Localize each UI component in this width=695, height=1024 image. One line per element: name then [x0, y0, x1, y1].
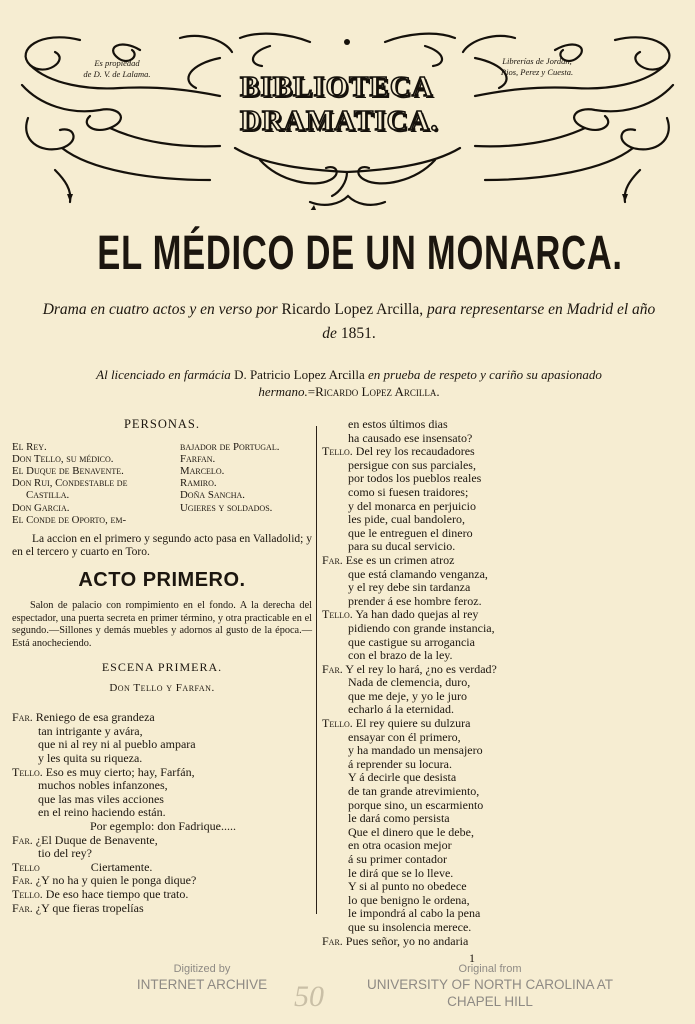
- verse-text: que ni al rey ni al pueblo ampara: [38, 737, 196, 752]
- verse-text: Y el rey lo hará, ¿no es verdad?: [345, 661, 497, 676]
- cast-entry: Doña Sancha.: [180, 489, 245, 502]
- verse-text: Que el dinero que le debe,: [348, 824, 474, 839]
- verse-line: [322, 935, 622, 949]
- verse-text: que su insolencia merece.: [348, 919, 472, 934]
- verse-line: [12, 711, 312, 725]
- verse-line: [12, 752, 312, 766]
- booksellers-line: Rios, Perez y Cuesta.: [500, 67, 574, 77]
- pencil-mark: 50: [294, 980, 324, 1013]
- verse-text: y del monarca en perjuicio: [348, 498, 476, 513]
- verse-text: Eso es muy cierto; hay, Farfán,: [45, 764, 195, 779]
- speaker-name: Far.: [322, 661, 343, 676]
- dedication-part: Al licenciado en farmácia: [96, 367, 235, 382]
- verse-line: [322, 459, 622, 473]
- verse-line: [322, 703, 622, 717]
- verse-text: y ha mandado un mensajero: [348, 743, 483, 758]
- verse-text: Reniego de esa grandeza: [35, 710, 155, 725]
- booksellers-line: Librerías de Jordan,: [502, 56, 572, 66]
- verse-text: con el brazo de la ley.: [348, 648, 453, 663]
- dialogue-left: [12, 711, 312, 915]
- verse-text: tan intrigante y avára,: [38, 723, 143, 738]
- verse-text: Del rey los recaudadores: [355, 444, 475, 459]
- verse-text: Y á decirle que desista: [348, 770, 457, 785]
- verse-line: [12, 902, 312, 916]
- verse-line: [322, 568, 622, 582]
- verse-text: de tan grande atrevimiento,: [348, 784, 480, 799]
- cast-entry: El Conde de Oporto, em-: [12, 513, 127, 526]
- verse-line: [322, 785, 622, 799]
- footer-label: Original from: [458, 963, 522, 975]
- subtitle: [34, 298, 664, 346]
- verse-line: [12, 779, 312, 793]
- verse-line: [322, 731, 622, 745]
- speaker-name: Tello.: [12, 886, 43, 901]
- verse-line: [322, 636, 622, 650]
- speaker-name: Tello.: [322, 607, 353, 622]
- verse-text: Nada de clemencia, duro,: [348, 675, 471, 690]
- footer-org: INTERNET ARCHIVE: [136, 977, 268, 992]
- verse-line: [12, 861, 312, 875]
- verse-line: [322, 894, 622, 908]
- speaker-name: Tello.: [322, 444, 353, 459]
- verse-text: en estos últimos dias: [348, 417, 448, 431]
- verse-text: ¿El Duque de Benavente,: [35, 832, 158, 847]
- verse-text: Ese es un crimen atroz: [345, 552, 455, 567]
- cast-entry: Farfan.: [180, 452, 216, 465]
- speaker-name: Far.: [12, 900, 33, 915]
- dedicatee-name: D. Patricio Lopez Arcilla: [234, 367, 365, 382]
- subtitle-part: para representarse en Madrid el año de: [322, 301, 656, 342]
- speaker-name: Far.: [322, 933, 343, 948]
- verse-line: [322, 826, 622, 840]
- verse-text: le dirá que se lo lleve.: [348, 865, 454, 880]
- verse-line: [322, 540, 622, 554]
- cast-entry: Castilla.: [26, 489, 70, 502]
- verse-line: [322, 771, 622, 785]
- dedication-part: en prueba de respeto y cariño su apasionado hermano.: [258, 367, 602, 399]
- verse-line: [322, 799, 622, 813]
- series-title-line: BIBLIOTECA: [240, 71, 434, 103]
- verse-text: y les quita su riqueza.: [38, 751, 143, 766]
- verse-line: [12, 834, 312, 848]
- verse-text: tio del rey?: [38, 846, 92, 861]
- speaker-name: Far.: [12, 710, 33, 725]
- verse-text: á reprender su locura.: [348, 756, 452, 771]
- verse-text: como si fuesen traidores;: [348, 484, 469, 499]
- verse-line: [12, 820, 312, 834]
- verse-text: persigue con sus parciales,: [348, 457, 476, 472]
- cast-entry: Ugieres y soldados.: [180, 501, 273, 514]
- verse-line: [322, 690, 622, 704]
- scene-heading: ESCENA PRIMERA.: [101, 660, 223, 675]
- verse-line: [322, 500, 622, 514]
- verse-line: [322, 649, 622, 663]
- verse-line: [12, 888, 312, 902]
- verse-line: [12, 874, 312, 888]
- verse-text: El rey quiere su dulzura: [355, 716, 471, 731]
- verse-line: [322, 595, 622, 609]
- verse-line: [322, 907, 622, 921]
- verse-line: [322, 853, 622, 867]
- cast-column: [12, 441, 180, 526]
- verse-line: [12, 806, 312, 820]
- subtitle-part: Drama en cuatro actos y en verso por: [42, 301, 282, 318]
- play-title: EL MÉDICO DE UN MONARCA.: [97, 227, 623, 280]
- footer-label: Digitized by: [173, 963, 231, 975]
- digitized-by: [112, 962, 292, 993]
- verse-text: le dará como persista: [348, 811, 450, 826]
- verse-line: [12, 766, 312, 780]
- cast-entry: El Rey.: [12, 440, 47, 453]
- cast-column: [180, 441, 312, 526]
- footer-org: CHAPEL HILL: [447, 994, 533, 1009]
- left-column: [12, 418, 312, 915]
- verse-text: y el rey debe sin tardanza: [348, 580, 471, 595]
- dedication-signature: =Ricardo Lopez Arcilla.: [307, 384, 440, 399]
- author-name: Ricardo Lopez Arcilla,: [281, 301, 424, 318]
- verse-text: ¿Y que fieras tropelías: [35, 900, 144, 915]
- verse-text: á su primer contador: [348, 852, 447, 866]
- cast-entry: Marcelo.: [180, 465, 225, 477]
- verse-line: [322, 758, 622, 772]
- cast-list: [12, 441, 312, 526]
- series-header-ornament: [10, 30, 685, 210]
- verse-text: que le entreguen el dinero: [348, 525, 473, 540]
- verse-text: echarlo á la eternidad.: [348, 702, 454, 717]
- verse-text: Ciertamente.: [90, 859, 153, 874]
- verse-text: porque sino, un escarmiento: [348, 797, 484, 812]
- verse-text: lo que benigno le ordena,: [348, 892, 470, 907]
- speaker-name: Tello.: [12, 764, 43, 779]
- verse-line: [322, 867, 622, 881]
- verse-text: Pues señor, yo no andaria: [345, 933, 469, 948]
- verse-line: [322, 608, 622, 622]
- verse-line: [12, 793, 312, 807]
- verse-text: en otra ocasion mejor: [348, 838, 452, 853]
- cast-entry: Don Rui, Condestable de: [12, 477, 128, 490]
- verse-text: por todos los pueblos reales: [348, 471, 482, 486]
- verse-line: [322, 513, 622, 527]
- cast-entry: bajador de Portugal.: [180, 440, 280, 453]
- right-column: [322, 418, 622, 966]
- original-from: [355, 962, 625, 1010]
- verse-text: Y si al punto no obedece: [348, 879, 467, 894]
- ownership-line: de D. V. de Lalama.: [83, 69, 151, 79]
- cast-entry: El Duque de Benavente.: [12, 465, 124, 477]
- speaker-name: Far.: [12, 873, 33, 888]
- verse-text: pidiendo con grande instancia,: [348, 620, 495, 635]
- verse-line: [322, 812, 622, 826]
- verse-text: Ya han dado quejas al rey: [355, 607, 479, 622]
- verse-line: [322, 676, 622, 690]
- series-title-line: DRAMATICA.: [240, 105, 439, 137]
- verse-text: ha causado ese insensato?: [348, 430, 473, 445]
- premiere-year: 1851.: [340, 325, 376, 342]
- verse-text: en el reino haciendo están.: [38, 805, 166, 820]
- verse-text: que las mas viles acciones: [38, 791, 164, 806]
- verse-text: prender á ese hombre feroz.: [348, 593, 482, 608]
- verse-text: para su ducal servicio.: [348, 539, 456, 554]
- speaker-name: Far.: [322, 552, 343, 567]
- verse-line: [12, 725, 312, 739]
- verse-line: [322, 744, 622, 758]
- verse-text: que castigue su arrogancia: [348, 634, 475, 649]
- ownership-note: [72, 58, 162, 80]
- act-heading: ACTO PRIMERO.: [78, 569, 246, 592]
- verse-text: muchos nobles infanzones,: [38, 778, 168, 793]
- verse-line: [322, 418, 622, 432]
- verse-text: ensayar con él primero,: [348, 729, 461, 744]
- verse-text: Por egemplo: don Fadrique.....: [90, 818, 236, 833]
- verse-text: les pide, cual bandolero,: [348, 512, 465, 527]
- cast-entry: Don Garcia.: [12, 501, 70, 514]
- verse-line: [322, 527, 622, 541]
- stage-direction: Salon de palacio con rompimiento en el fondo. A la derecha del espectador, una puerta secreta en primer término, y otra practicable en el segundo.—Sillones y demás muebles y adornos al gusto de la época.—Está anocheciendo.: [12, 600, 312, 649]
- verse-line: [322, 880, 622, 894]
- verse-line: [322, 581, 622, 595]
- dedication: [54, 366, 644, 400]
- verse-line: [322, 472, 622, 486]
- verse-line: [12, 847, 312, 861]
- booksellers-note: [492, 56, 582, 78]
- verse-line: [322, 486, 622, 500]
- footer-org: UNIVERSITY OF NORTH CAROLINA AT: [366, 977, 614, 992]
- speaker-name: Tello: [12, 859, 40, 874]
- signature-mark: 1: [469, 951, 475, 966]
- scene-characters: Don Tello y Farfan.: [109, 681, 215, 694]
- series-title: [240, 70, 439, 138]
- verse-line: [322, 432, 622, 446]
- personas-heading: PERSONAS.: [123, 417, 201, 431]
- cast-entry: Ramiro.: [180, 477, 217, 490]
- verse-line: [322, 554, 622, 568]
- speaker-name: Far.: [12, 832, 33, 847]
- verse-text: que me deje, y yo le juro: [348, 688, 467, 703]
- verse-text: De eso hace tiempo que trato.: [45, 886, 189, 901]
- verse-text: ¿Y no ha y quien le ponga dique?: [35, 873, 197, 888]
- verse-line: [322, 717, 622, 731]
- verse-text: le impondrá al cabo la pena: [348, 906, 481, 921]
- verse-text: que está clamando venganza,: [348, 566, 488, 581]
- verse-line: [322, 921, 622, 935]
- dialogue-right: [322, 418, 622, 948]
- ownership-line: Es propiedad: [94, 58, 140, 68]
- cast-entry: Don Tello, su médico.: [12, 452, 114, 465]
- speaker-name: Tello.: [322, 716, 353, 731]
- verse-line: [322, 622, 622, 636]
- column-divider: [316, 426, 317, 914]
- verse-line: [322, 445, 622, 459]
- verse-line: [12, 738, 312, 752]
- verse-line: [322, 839, 622, 853]
- setting-note: La accion en el primero y segundo acto pasa en Valladolid; y en el tercero y cuarto en Toro.: [12, 533, 312, 559]
- verse-line: [322, 663, 622, 677]
